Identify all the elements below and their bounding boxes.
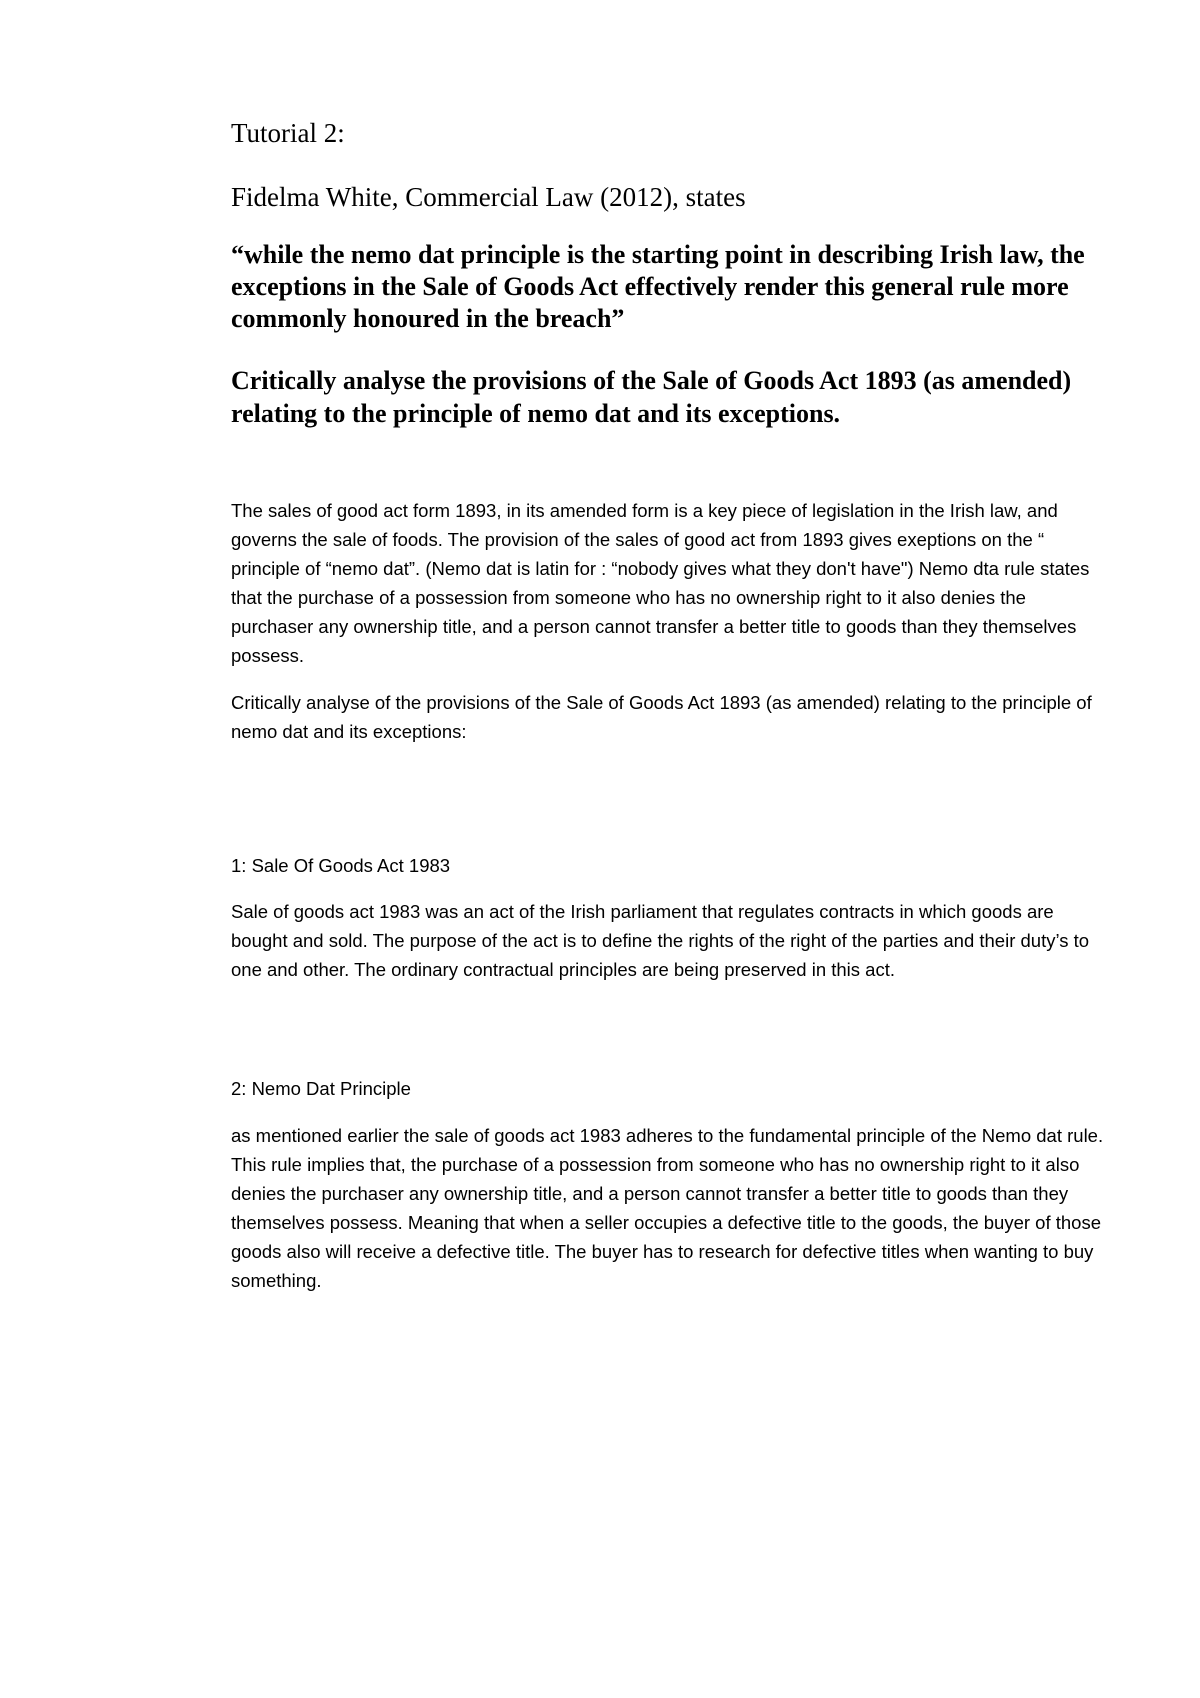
section-heading-1: 1: Sale Of Goods Act 1983 bbox=[231, 855, 451, 876]
restated-question: Critically analyse of the provisions of the Sale of Goods Act 1893 (as amended) relating to the principle of nemo dat and its exceptions: bbox=[231, 692, 1092, 742]
quotation: “while the nemo dat principle is the starting point in describing Irish law, the exceptions in the Sale of Goods Act effectively render this general rule more commonly honoured in the breach” bbox=[231, 240, 1085, 333]
section-text-1: Sale of goods act 1983 was an act of the Irish parliament that regulates contracts in which goods are bought and sold. The purpose of the act is to define the rights of the right of the parties and their duty’s to one and other. The ordinary contractual principles are being preserved in this act. bbox=[231, 901, 1090, 980]
citation-line: Fidelma White, Commercial Law (2012), states bbox=[231, 182, 746, 212]
section-heading-2: 2: Nemo Dat Principle bbox=[231, 1078, 411, 1099]
section-text-2: as mentioned earlier the sale of goods act 1983 adheres to the fundamental principle of the Nemo dat rule. This rule implies that, the purchase of a possession from someone who has no ownership right to it also denies the purchaser any ownership title, and a person cannot transfer a better title to goods than they themselves possess. Meaning that when a seller occupies a defective title to the goods, the buyer of those goods also will receive a defective title. The buyer has to research for defective titles when wanting to buy something. bbox=[231, 1125, 1104, 1291]
intro-paragraph: The sales of good act form 1893, in its amended form is a key piece of legislation in the Irish law, and governs the sale of foods. The provision of the sales of good act from 1893 gives exeptions on the “ principle of “nemo dat”. (Nemo dat is latin for : “nobody gives what they don't have") Nemo dta rule states that the purchase of a possession from someone who has no ownership right to it also denies the purchaser any ownership title, and a person cannot transfer a better title to goods than they themselves possess. bbox=[231, 500, 1090, 666]
document-title: Tutorial 2: bbox=[231, 118, 345, 148]
essay-question: Critically analyse the provisions of the Sale of Goods Act 1893 (as amended) relating to the principle of nemo dat and its exceptions. bbox=[231, 366, 1072, 428]
